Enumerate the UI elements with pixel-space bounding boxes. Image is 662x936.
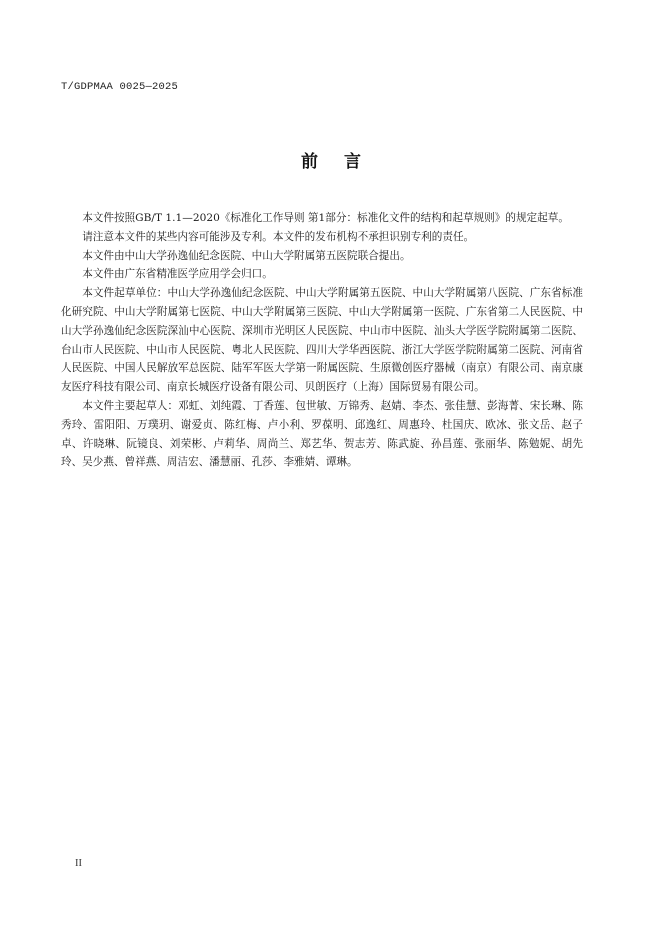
section-title-char-2: 言 [344, 152, 361, 172]
paragraph-drafting-rules: 本文件按照GB/T 1.1—2020《标准化工作导则 第1部分：标准化文件的结构和起草规则》的规定起草。 [82, 212, 569, 224]
paragraph-proposer: 本文件由中山大学孙逸仙纪念医院、中山大学附属第五医院联合提出。 [82, 249, 411, 262]
paragraph-drafting-units: 本文件起草单位：中山大学孙逸仙纪念医院、中山大学附属第五医院、中山大学附属第八医院、广东省标准化研究院、中山大学附属第七医院、中山大学附属第三医院、中山大学附属第一医院、广东省第二人民医院、中山大学孙逸仙纪念医院深汕中心医院、深圳市光明区人民医院、中山市中医院、汕头大学医学院附属第二医院、台山市人民医院、中山市人民医院、粤北人民医院、四川大学华西医院、浙江大学医学院附属第二医院、河南省人民医院、中国人民解放军总医院、陆军军医大学第一附属医院、生原微创医疗器械（南京）有限公司、南京康友医疗科技有限公司、南京长城医疗设备有限公司、贝朗医疗（上海）国际贸易有限公司。 [61, 287, 583, 394]
document-code: T/GDPMAA 0025—2025 [61, 81, 179, 93]
section-title [0, 147, 662, 172]
paragraph-patent-notice: 请注意本文件的某些内容可能涉及专利。本文件的发布机构不承担识别专利的责任。 [82, 230, 475, 243]
foreword-body [61, 209, 583, 472]
section-title-char-1: 前 [301, 152, 318, 172]
paragraph-responsible-body: 本文件由广东省精准医学应用学会归口。 [82, 268, 273, 281]
paragraph-drafters: 本文件主要起草人：邓虹、刘纯霞、丁香莲、包世敏、万锦秀、赵婧、李杰、张佳慧、彭海菁、宋长琳、陈秀玲、雷阳阳、万璞玥、谢爱贞、陈红梅、卢小利、罗葆明、邱逸红、周惠玲、杜国庆、欧冰、张文岳、赵子卓、许晓琳、阮镜良、刘荣彬、卢莉华、周尚兰、郑艺华、贺志芳、陈武旋、孙昌莲、张丽华、陈勉妮、胡先玲、吴少燕、曾祥燕、周洁宏、潘慧丽、孔莎、李雅婧、谭琳。 [61, 399, 583, 469]
page-number: II [75, 858, 82, 869]
